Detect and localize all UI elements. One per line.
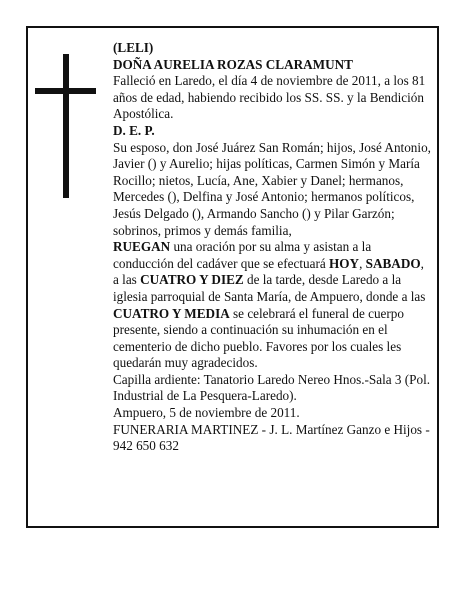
request-text-3: de la tarde, desde Laredo a la iglesia parroquial de Santa María, de Ampuero, donde a las [113, 272, 426, 304]
departure-time: CUATRO Y DIEZ [140, 272, 244, 288]
dep-label: D. E. P. [113, 122, 155, 138]
family-list: Su esposo, don José Juárez San Román; hijos, José Antonio, Javier () y Aurelio; hijas políticas, Carmen Simón y María Rocillo; nietos, Lucía, Ane, Xabier y Danel; hermanos, Mercedes (), Delfina y José Antonio; hermanos políticos, Jesús Delgado (), Armando Sancho () y Pilar Garzón; sobrinos, primos y demás familia, [113, 139, 431, 238]
request-text-1: una oración por su alma y asistan a la conducción del cadáver que se efectuará [113, 239, 372, 271]
place-date: Ampuero, 5 de noviembre de 2011. [113, 405, 300, 421]
death-notice: Falleció en Laredo, el día 4 de noviembre de 2011, a los 81 años de edad, habiendo recibido los SS. SS. y la Bendición Apostólica. [113, 73, 426, 122]
obituary-text [113, 40, 431, 455]
deceased-nickname: (LELI) [113, 40, 154, 55]
ruegan-label: RUEGAN [113, 239, 171, 255]
sabado-label: SABADO [365, 255, 421, 271]
cross-horizontal-bar [35, 88, 96, 94]
deceased-name: DOÑA AURELIA ROZAS CLARAMUNT [113, 56, 353, 72]
funeral-request [113, 239, 431, 372]
funeral-home: FUNERARIA MARTINEZ - J. L. Martínez Ganzo e Hijos - 942 650 632 [113, 421, 430, 454]
request-text-4: se celebrará el funeral de cuerpo presente, siendo a continuación su inhumación en el cementerio de dicho pueblo. Favores por los cuales les quedarán muy agradecidos. [113, 305, 404, 371]
request-comma: , [359, 255, 366, 271]
cross-vertical-bar [63, 54, 69, 198]
request-text-2: , a las [113, 255, 424, 288]
chapel-info: Capilla ardiente: Tanatorio Laredo Nereo Hnos.-Sala 3 (Pol. Industrial de La Pesquera-Laredo). [113, 371, 431, 404]
hoy-label: HOY [329, 255, 360, 271]
funeral-time: CUATRO Y MEDIA [113, 305, 230, 321]
